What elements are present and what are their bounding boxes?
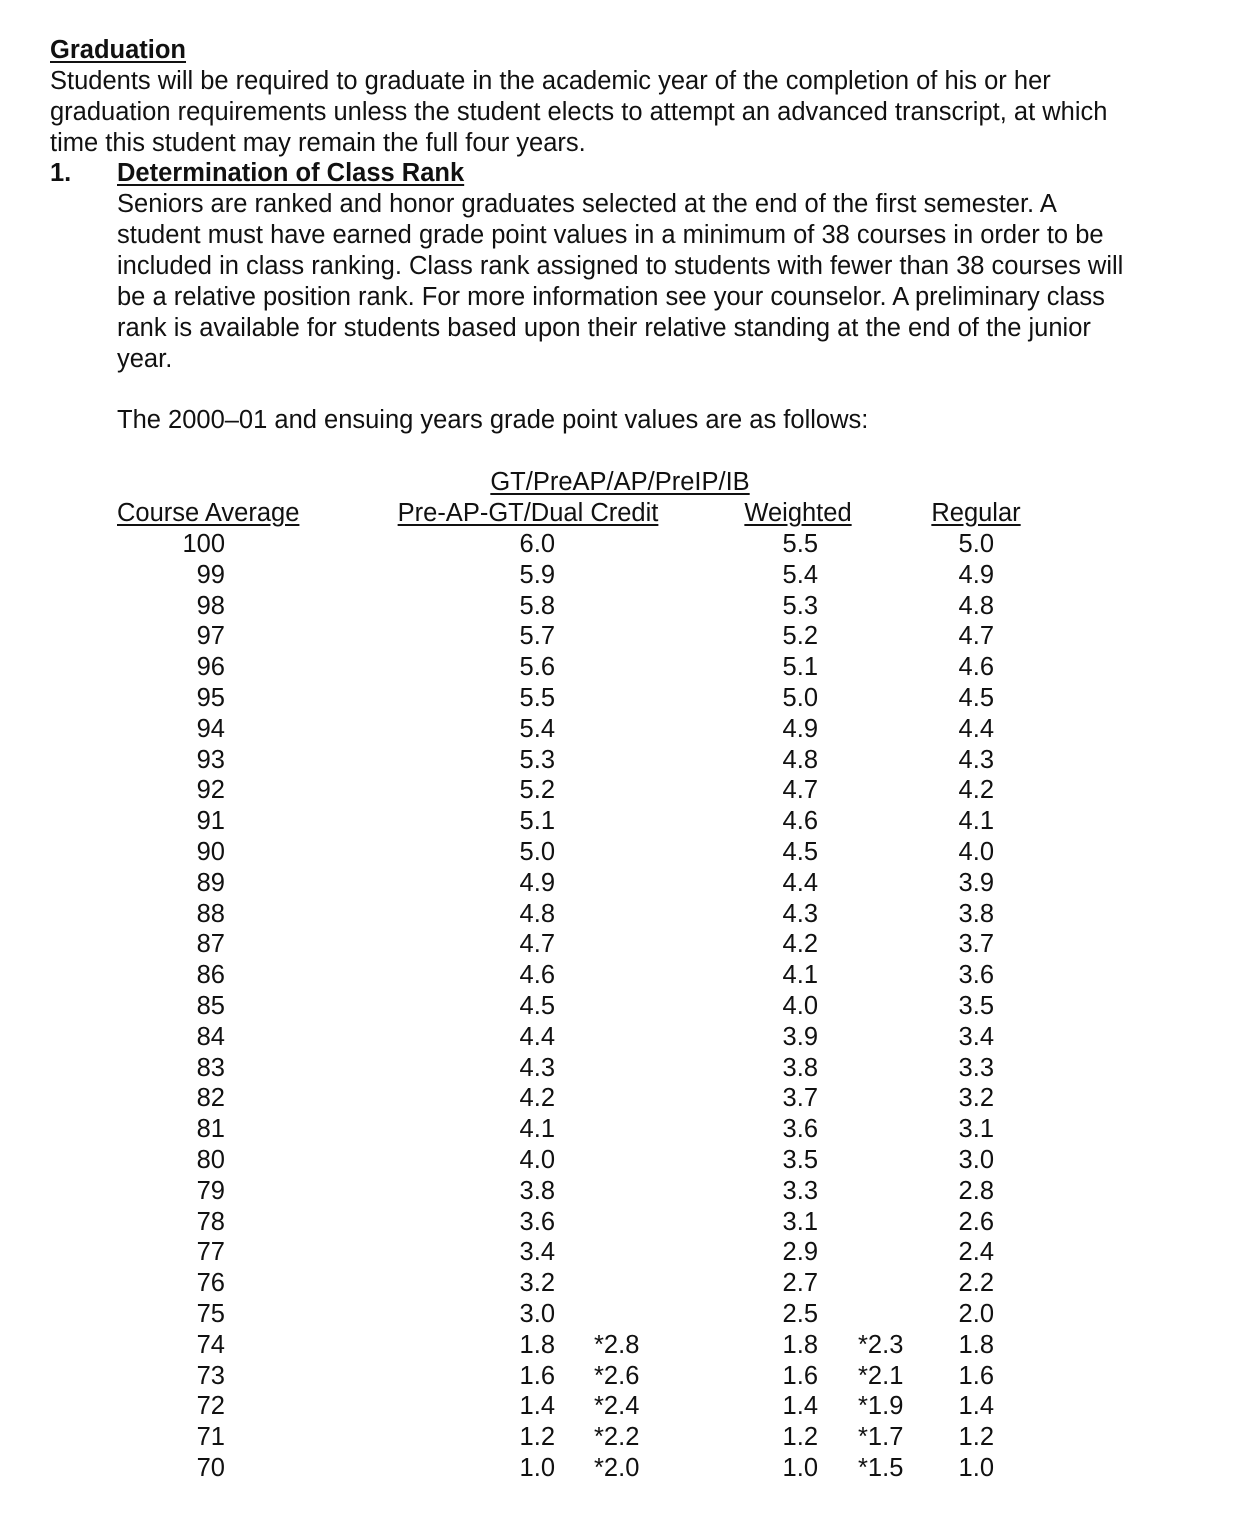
intro-line: time this student may remain the full four years.	[50, 129, 586, 157]
paragraph-line: student must have earned grade point values in a minimum of 38 courses in order to be	[117, 221, 1104, 249]
cell-course-average: 80	[196, 1146, 225, 1174]
cell-regular: 2.6	[958, 1207, 994, 1236]
paragraph-line: be a relative position rank. For more information see your counselor. A preliminary class	[117, 283, 1105, 311]
cell-weighted: 2.5	[782, 1300, 818, 1328]
cell-advanced: 5.7	[519, 622, 555, 651]
cell-regular: 3.8	[958, 899, 994, 928]
cell-course-average: 86	[196, 961, 225, 990]
cell-weighted: 2.7	[782, 1269, 818, 1298]
cell-course-average: 91	[196, 807, 225, 836]
cell-weighted: 4.3	[782, 899, 818, 928]
cell-advanced: 5.9	[519, 560, 555, 589]
cell-advanced: 5.8	[519, 591, 555, 620]
cell-weighted: 1.2	[782, 1423, 818, 1452]
cell-advanced-alt: *2.2	[594, 1423, 640, 1452]
cell-weighted: 1.6	[782, 1361, 818, 1390]
item-number: 1.	[50, 159, 72, 187]
cell-advanced-alt: *2.6	[594, 1361, 640, 1390]
cell-advanced: 5.2	[519, 776, 555, 805]
cell-advanced: 4.2	[519, 1084, 555, 1113]
cell-course-average: 75	[196, 1300, 225, 1328]
cell-regular: 4.5	[958, 684, 994, 712]
cell-weighted: 1.0	[782, 1454, 818, 1482]
cell-course-average: 88	[196, 899, 225, 928]
header-regular: Regular	[931, 499, 1021, 527]
cell-regular: 4.4	[958, 714, 994, 743]
cell-regular: 5.0	[958, 530, 994, 558]
cell-weighted: 1.8	[782, 1330, 818, 1359]
cell-weighted: 3.9	[782, 1022, 818, 1051]
cell-regular: 3.5	[958, 992, 994, 1020]
cell-advanced: 4.6	[519, 961, 555, 990]
cell-course-average: 95	[196, 684, 225, 712]
cell-regular: 3.3	[958, 1053, 994, 1082]
cell-weighted-alt: *2.1	[858, 1361, 904, 1390]
cell-regular: 1.8	[958, 1330, 994, 1359]
cell-weighted: 3.1	[782, 1207, 818, 1236]
cell-weighted: 5.0	[782, 684, 818, 712]
cell-advanced: 6.0	[519, 530, 555, 558]
cell-regular: 4.1	[958, 807, 994, 836]
cell-advanced: 3.2	[519, 1269, 555, 1298]
cell-course-average: 73	[196, 1361, 225, 1390]
cell-weighted: 5.3	[782, 591, 818, 620]
cell-course-average: 93	[196, 745, 225, 774]
intro-line: Students will be required to graduate in the academic year of the completion of his or her	[50, 67, 1051, 95]
cell-advanced: 4.5	[519, 992, 555, 1020]
section-title: Graduation	[50, 36, 187, 64]
cell-regular: 3.7	[958, 930, 994, 959]
cell-regular: 4.0	[958, 838, 994, 866]
cell-advanced: 4.3	[519, 1053, 555, 1082]
header-weighted: Weighted	[744, 499, 852, 527]
cell-advanced: 5.3	[519, 745, 555, 774]
cell-course-average: 96	[196, 653, 225, 682]
cell-course-average: 70	[196, 1454, 225, 1482]
cell-regular: 3.2	[958, 1084, 994, 1113]
cell-advanced: 3.8	[519, 1176, 555, 1205]
cell-advanced: 4.8	[519, 899, 555, 928]
group-header: GT/PreAP/AP/PreIP/IB	[490, 468, 750, 496]
cell-advanced: 4.9	[519, 868, 555, 897]
item-title: Determination of Class Rank	[117, 159, 465, 187]
cell-advanced-alt: *2.0	[594, 1454, 640, 1482]
cell-weighted: 5.2	[782, 622, 818, 651]
cell-regular: 3.0	[958, 1146, 994, 1174]
intro-line: graduation requirements unless the student elects to attempt an advanced transcript, at which	[50, 98, 1108, 126]
cell-regular: 3.4	[958, 1022, 994, 1051]
cell-weighted: 4.1	[782, 961, 818, 990]
cell-weighted: 3.7	[782, 1084, 818, 1113]
cell-advanced: 3.6	[519, 1207, 555, 1236]
cell-course-average: 90	[196, 838, 225, 866]
cell-advanced: 1.6	[519, 1361, 555, 1390]
cell-weighted: 3.3	[782, 1176, 818, 1205]
paragraph-line: year.	[117, 345, 173, 373]
cell-regular: 4.2	[958, 776, 994, 805]
cell-course-average: 99	[196, 560, 225, 589]
cell-regular: 3.9	[958, 868, 994, 897]
cell-regular: 1.0	[958, 1454, 994, 1482]
header-advanced: Pre-AP-GT/Dual Credit	[397, 499, 659, 527]
cell-advanced-alt: *2.8	[594, 1330, 640, 1359]
cell-weighted: 5.5	[782, 530, 818, 558]
cell-regular: 1.2	[958, 1423, 994, 1452]
cell-advanced: 4.4	[519, 1022, 555, 1051]
cell-weighted: 4.9	[782, 714, 818, 743]
paragraph-line: Seniors are ranked and honor graduates selected at the end of the first semester. A	[117, 190, 1057, 218]
cell-course-average: 87	[196, 930, 225, 959]
cell-course-average: 83	[196, 1053, 225, 1082]
cell-advanced: 5.5	[519, 684, 555, 712]
cell-course-average: 97	[196, 622, 225, 651]
paragraph-line: rank is available for students based upon their relative standing at the end of the junior	[117, 314, 1091, 342]
cell-regular: 2.8	[958, 1176, 994, 1205]
cell-course-average: 77	[196, 1238, 225, 1267]
paragraph-line: included in class ranking. Class rank assigned to students with fewer than 38 courses will	[117, 252, 1124, 280]
cell-course-average: 81	[196, 1115, 225, 1144]
cell-regular: 3.6	[958, 961, 994, 990]
cell-course-average: 74	[196, 1330, 225, 1359]
cell-course-average: 76	[196, 1269, 225, 1298]
cell-course-average: 72	[196, 1392, 225, 1421]
cell-weighted-alt: *1.9	[858, 1392, 904, 1421]
cell-weighted-alt: *2.3	[858, 1330, 904, 1359]
cell-weighted: 3.6	[782, 1115, 818, 1144]
table-intro: The 2000–01 and ensuing years grade point values are as follows:	[117, 406, 869, 434]
cell-regular: 1.6	[958, 1361, 994, 1390]
cell-course-average: 94	[196, 714, 225, 743]
cell-advanced: 1.2	[519, 1423, 555, 1452]
cell-course-average: 89	[196, 868, 225, 897]
cell-weighted: 3.8	[782, 1053, 818, 1082]
cell-weighted: 5.4	[782, 560, 818, 589]
cell-course-average: 79	[196, 1176, 225, 1205]
cell-regular: 3.1	[958, 1115, 994, 1144]
cell-course-average: 78	[196, 1207, 225, 1236]
cell-regular: 4.6	[958, 653, 994, 682]
cell-advanced: 1.4	[519, 1392, 555, 1421]
cell-advanced: 3.0	[519, 1300, 555, 1328]
cell-regular: 2.0	[958, 1300, 994, 1328]
cell-weighted: 4.5	[782, 838, 818, 866]
cell-course-average: 82	[196, 1084, 225, 1113]
cell-weighted: 3.5	[782, 1146, 818, 1174]
cell-advanced: 1.0	[519, 1454, 555, 1482]
cell-weighted: 1.4	[782, 1392, 818, 1421]
cell-advanced-alt: *2.4	[594, 1392, 640, 1421]
header-course-average: Course Average	[117, 499, 300, 527]
cell-weighted-alt: *1.7	[858, 1423, 904, 1452]
cell-course-average: 85	[196, 992, 225, 1020]
cell-regular: 4.8	[958, 591, 994, 620]
cell-weighted: 4.4	[782, 868, 818, 897]
cell-weighted: 4.7	[782, 776, 818, 805]
cell-regular: 2.4	[958, 1238, 994, 1267]
cell-course-average: 92	[196, 776, 225, 805]
cell-regular: 4.3	[958, 745, 994, 774]
cell-regular: 4.9	[958, 560, 994, 589]
cell-regular: 1.4	[958, 1392, 994, 1421]
cell-weighted: 4.0	[782, 992, 818, 1020]
cell-course-average: 100	[182, 530, 225, 558]
cell-advanced: 5.4	[519, 714, 555, 743]
cell-weighted-alt: *1.5	[858, 1454, 904, 1482]
cell-advanced: 5.1	[519, 807, 555, 836]
cell-regular: 2.2	[958, 1269, 994, 1298]
cell-weighted: 2.9	[782, 1238, 818, 1267]
cell-weighted: 4.6	[782, 807, 818, 836]
cell-weighted: 5.1	[782, 653, 818, 682]
cell-advanced: 3.4	[519, 1238, 555, 1267]
cell-course-average: 84	[196, 1022, 225, 1051]
cell-advanced: 1.8	[519, 1330, 555, 1359]
cell-weighted: 4.8	[782, 745, 818, 774]
cell-weighted: 4.2	[782, 930, 818, 959]
cell-advanced: 4.0	[519, 1146, 555, 1174]
cell-course-average: 71	[196, 1423, 225, 1452]
cell-course-average: 98	[196, 591, 225, 620]
cell-regular: 4.7	[958, 622, 994, 651]
cell-advanced: 5.6	[519, 653, 555, 682]
cell-advanced: 4.1	[519, 1115, 555, 1144]
cell-advanced: 5.0	[519, 838, 555, 866]
cell-advanced: 4.7	[519, 930, 555, 959]
